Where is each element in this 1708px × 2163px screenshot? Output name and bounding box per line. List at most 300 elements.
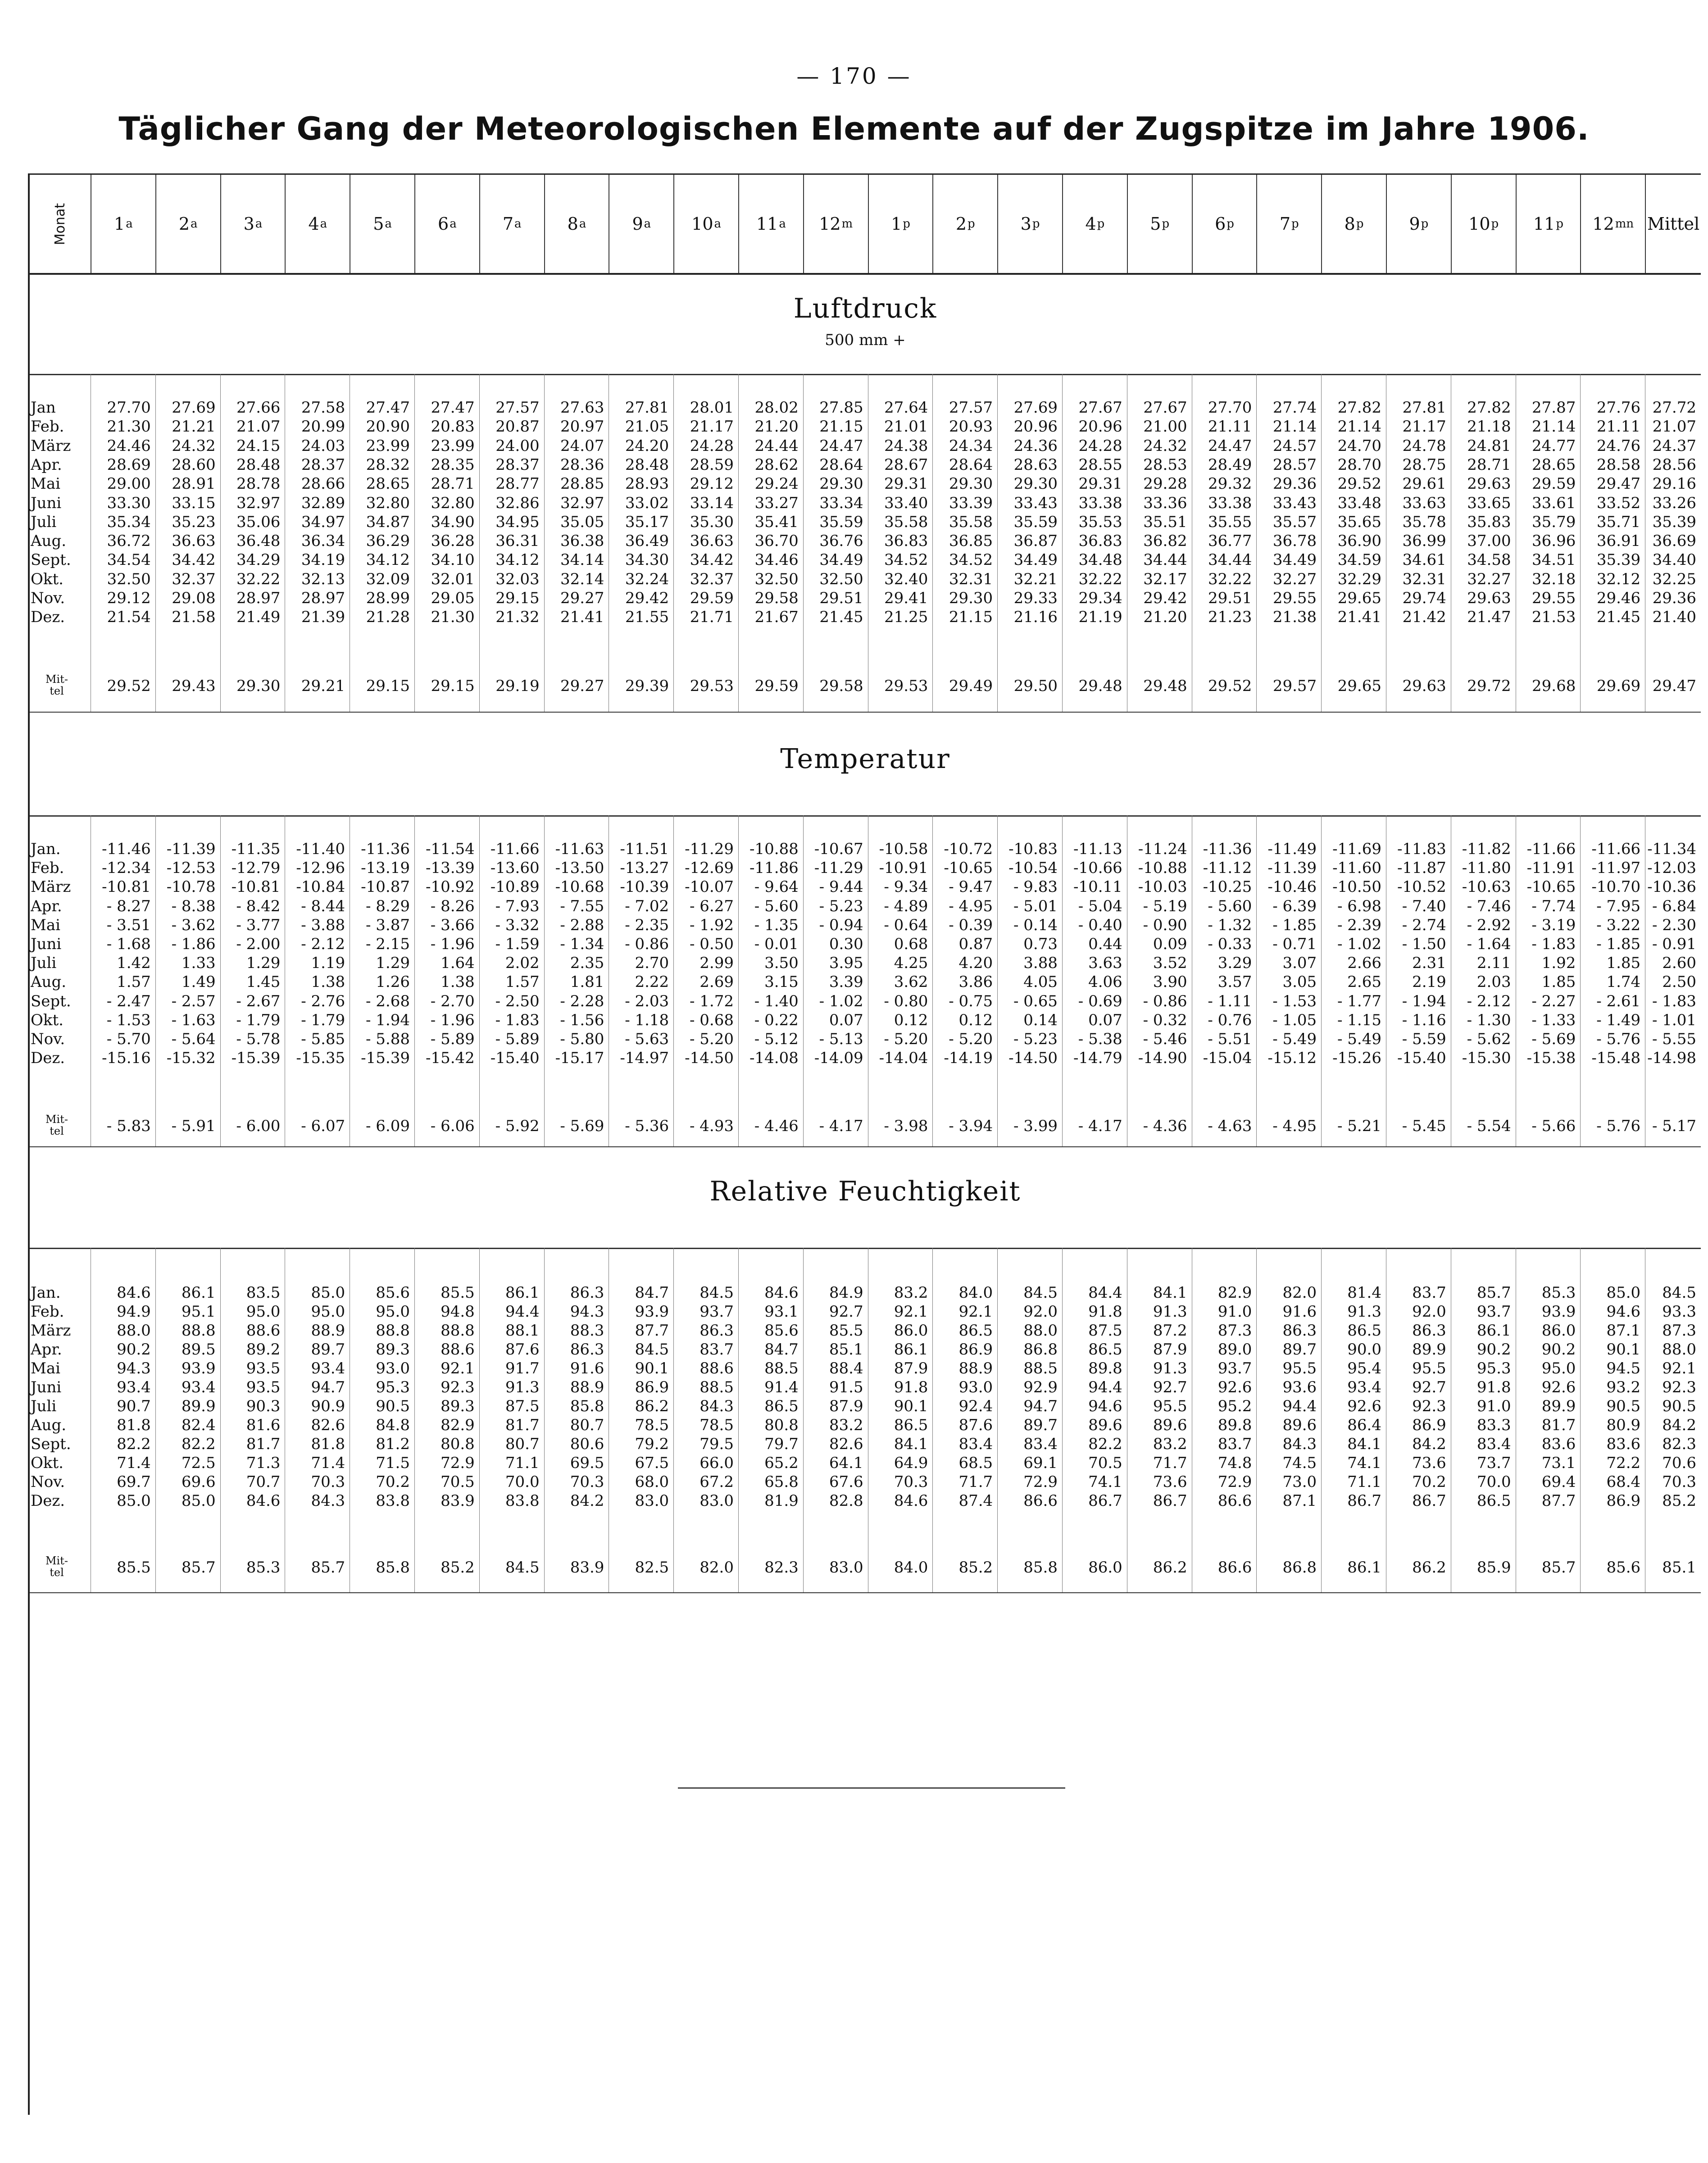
data-cell: -10.81 (231, 878, 281, 896)
data-cell: 83.9 (441, 1492, 475, 1510)
data-cell: 34.51 (1532, 551, 1576, 569)
data-cell: 84.5 (700, 1284, 734, 1302)
month-mean-cell: - 5.55 (1652, 1030, 1696, 1048)
table-row (30, 1492, 1701, 1510)
data-cell: -15.39 (231, 1049, 281, 1068)
data-cell: 1.26 (376, 973, 410, 991)
data-cell: 65.8 (764, 1473, 799, 1491)
data-cell: 95.1 (181, 1303, 216, 1321)
data-cell: - 5.78 (236, 1030, 281, 1048)
data-cell: - 9.44 (819, 878, 863, 896)
data-cell: - 5.64 (171, 1030, 216, 1048)
data-cell: - 5.70 (106, 1030, 151, 1048)
data-cell: 94.7 (311, 1378, 345, 1396)
data-cell: 32.31 (949, 570, 993, 588)
data-cell: 21.58 (172, 608, 216, 627)
data-cell: - 2.28 (560, 992, 604, 1010)
data-cell: 93.5 (246, 1378, 281, 1396)
data-cell: 0.68 (894, 935, 928, 953)
data-cell: 34.19 (301, 551, 345, 569)
header-hour-number: 8 (567, 214, 578, 234)
data-cell: 32.80 (431, 494, 475, 512)
month-mean-cell: -12.03 (1647, 859, 1696, 877)
data-cell: 84.6 (894, 1492, 928, 1510)
data-cell: 95.2 (1217, 1397, 1252, 1415)
data-cell: 73.7 (1476, 1454, 1511, 1472)
data-cell: 29.55 (1272, 589, 1317, 607)
data-cell: 90.2 (117, 1341, 151, 1359)
data-cell: 24.00 (495, 436, 540, 455)
data-cell: 93.7 (1217, 1359, 1252, 1377)
header-hour (1256, 175, 1321, 273)
data-cell: 84.3 (700, 1397, 734, 1415)
data-cell: 33.27 (754, 494, 799, 512)
data-cell: 90.1 (1606, 1341, 1641, 1359)
header-hour (868, 175, 933, 273)
data-cell: 32.37 (690, 570, 734, 588)
data-cell: 24.47 (819, 436, 863, 455)
data-cell: 92.9 (1023, 1378, 1058, 1396)
data-cell: -10.54 (1008, 859, 1058, 877)
month-label: Apr. (31, 455, 62, 474)
data-cell: 68.0 (635, 1473, 669, 1491)
header-hour (932, 175, 997, 273)
data-cell: - 1.15 (1337, 1011, 1381, 1029)
data-cell: 67.6 (829, 1473, 863, 1491)
data-cell: 70.0 (1476, 1473, 1511, 1491)
data-cell: 34.49 (1013, 551, 1058, 569)
data-cell: - 1.56 (560, 1011, 604, 1029)
data-cell: 70.3 (311, 1473, 345, 1491)
data-cell: 82.2 (117, 1435, 151, 1453)
data-cell: 83.5 (246, 1284, 281, 1302)
table-row (30, 494, 1701, 512)
data-cell: -15.40 (490, 1049, 540, 1068)
month-label: Dez. (31, 1492, 65, 1510)
header-hour-number: 2 (955, 214, 967, 234)
data-cell: - 0.65 (1013, 992, 1058, 1010)
hourly-mean-cell: 29.65 (1337, 677, 1381, 695)
data-cell: 32.80 (366, 494, 410, 512)
month-label: Sept. (31, 551, 71, 569)
data-cell: -10.65 (1526, 878, 1576, 896)
data-cell: -14.08 (749, 1049, 799, 1068)
data-cell: 89.3 (441, 1397, 475, 1415)
header-hour-suffix: a (514, 217, 522, 231)
hourly-mean-cell: - 5.54 (1467, 1117, 1511, 1135)
data-cell: -10.67 (814, 840, 863, 858)
data-cell: 88.4 (829, 1359, 863, 1377)
hourly-mean-cell: 85.2 (441, 1559, 475, 1577)
data-cell: -11.46 (101, 840, 151, 858)
hourly-mean-cell: 85.6 (1606, 1559, 1641, 1577)
header-hour-suffix: p (1162, 217, 1170, 231)
month-label: Jan. (31, 1284, 61, 1302)
data-cell: -15.17 (555, 1049, 604, 1068)
month-mean-cell: -10.36 (1647, 878, 1696, 896)
hourly-mean-cell: 29.52 (107, 677, 151, 695)
data-cell: 91.0 (1217, 1303, 1252, 1321)
data-cell: 34.49 (819, 551, 863, 569)
data-cell: 3.86 (958, 973, 993, 991)
header-hour (738, 175, 803, 273)
month-mean-cell: 21.07 (1652, 418, 1696, 436)
data-cell: - 2.50 (495, 992, 540, 1010)
data-cell: 33.30 (107, 494, 151, 512)
data-cell: - 1.18 (625, 1011, 669, 1029)
data-cell: 32.27 (1467, 570, 1511, 588)
month-mean-cell: 92.3 (1662, 1378, 1696, 1396)
month-label: Feb. (31, 859, 64, 877)
data-cell: 4.20 (958, 954, 993, 972)
data-cell: 24.47 (1208, 436, 1252, 455)
data-cell: 32.86 (495, 494, 540, 512)
data-cell: 90.2 (1541, 1341, 1576, 1359)
data-cell: - 8.29 (365, 897, 410, 915)
header-hour-suffix: a (579, 217, 586, 231)
data-cell: 64.9 (894, 1454, 928, 1472)
data-cell: 71.1 (505, 1454, 540, 1472)
data-cell: 79.2 (635, 1435, 669, 1453)
data-cell: 27.69 (172, 399, 216, 417)
data-cell: - 5.88 (365, 1030, 410, 1048)
data-cell: 35.59 (1013, 513, 1058, 531)
data-cell: 0.12 (894, 1011, 928, 1029)
data-cell: -14.79 (1073, 1049, 1122, 1068)
data-cell: - 5.38 (1078, 1030, 1122, 1048)
data-cell: 3.05 (1282, 973, 1317, 991)
data-cell: 87.5 (505, 1397, 540, 1415)
data-cell: 1.81 (570, 973, 604, 991)
data-cell: 32.31 (1402, 570, 1446, 588)
data-cell: 21.67 (754, 608, 799, 627)
data-cell: 94.6 (1088, 1397, 1122, 1415)
data-cell: - 7.46 (1467, 897, 1511, 915)
data-cell: -11.24 (1138, 840, 1187, 858)
data-cell: 24.81 (1467, 436, 1511, 455)
data-cell: 1.45 (246, 973, 281, 991)
header-hour-number: 8 (1344, 214, 1355, 234)
month-mean-cell: 36.69 (1652, 532, 1696, 550)
data-cell: 66.0 (700, 1454, 734, 1472)
month-label: Nov. (31, 1030, 65, 1048)
header-hour-suffix: p (1356, 217, 1364, 231)
data-cell: 20.87 (495, 418, 540, 436)
data-cell: 89.0 (1217, 1341, 1252, 1359)
data-cell: 21.39 (301, 608, 345, 627)
header-hour (1516, 175, 1581, 273)
data-cell: 29.59 (1532, 475, 1576, 493)
data-cell: 27.69 (1013, 399, 1058, 417)
header-hour-number: 6 (1215, 214, 1226, 234)
data-cell: -10.66 (1073, 859, 1122, 877)
data-cell: 86.7 (1088, 1492, 1122, 1510)
data-cell: 29.12 (107, 589, 151, 607)
data-cell: 72.9 (441, 1454, 475, 1472)
data-cell: 92.0 (1023, 1303, 1058, 1321)
data-cell: 36.48 (236, 532, 281, 550)
data-cell: 88.6 (246, 1322, 281, 1340)
data-cell: - 0.76 (1208, 1011, 1252, 1029)
data-cell: 85.1 (829, 1341, 863, 1359)
data-cell: 87.9 (894, 1359, 928, 1377)
data-cell: 92.1 (441, 1359, 475, 1377)
data-cell: 88.0 (1023, 1322, 1058, 1340)
data-cell: 88.3 (570, 1322, 604, 1340)
data-cell: 89.8 (1088, 1359, 1122, 1377)
data-cell: -13.27 (620, 859, 669, 877)
data-cell: - 3.19 (1531, 916, 1576, 934)
data-cell: 28.36 (560, 455, 604, 474)
data-cell: -12.79 (231, 859, 281, 877)
hourly-mean-cell: 86.6 (1217, 1559, 1252, 1577)
data-cell: 24.44 (754, 436, 799, 455)
data-cell: 33.40 (884, 494, 928, 512)
month-mean-cell: 28.56 (1652, 455, 1696, 474)
data-cell: 82.4 (181, 1416, 216, 1434)
header-hour-suffix: a (255, 217, 263, 231)
data-cell: 34.52 (884, 551, 928, 569)
data-cell: 29.30 (949, 589, 993, 607)
data-cell: -10.52 (1397, 878, 1446, 896)
data-cell: 73.6 (1412, 1454, 1446, 1472)
data-cell: 81.8 (117, 1416, 151, 1434)
data-cell: - 9.83 (1013, 878, 1058, 896)
data-cell: 24.57 (1272, 436, 1317, 455)
data-cell: - 5.23 (819, 897, 863, 915)
data-cell: 86.7 (1412, 1492, 1446, 1510)
data-cell: -15.26 (1332, 1049, 1381, 1068)
month-label: Sept. (31, 1435, 71, 1453)
data-cell: 34.44 (1143, 551, 1187, 569)
table-row (30, 1303, 1701, 1321)
hourly-mean-cell: 29.48 (1078, 677, 1122, 695)
data-cell: 32.37 (172, 570, 216, 588)
month-mean-cell: -14.98 (1647, 1049, 1696, 1068)
data-cell: 28.60 (172, 455, 216, 474)
data-cell: 24.76 (1596, 436, 1641, 455)
data-cell: -15.35 (296, 1049, 345, 1068)
data-cell: -10.91 (879, 859, 928, 877)
hourly-mean-cell: - 5.45 (1402, 1117, 1446, 1135)
data-cell: -11.36 (361, 840, 410, 858)
data-cell: 32.27 (1272, 570, 1317, 588)
data-cell: 3.57 (1217, 973, 1252, 991)
data-cell: 27.87 (1532, 399, 1576, 417)
month-mean-cell: 29.36 (1652, 589, 1696, 607)
data-cell: 29.12 (690, 475, 734, 493)
data-cell: 34.59 (1337, 551, 1381, 569)
section-block (30, 374, 1701, 712)
data-cell: 64.1 (829, 1454, 863, 1472)
data-cell: -10.78 (166, 878, 216, 896)
data-cell: -10.07 (685, 878, 734, 896)
month-mean-cell: - 0.91 (1652, 935, 1696, 953)
header-hour-suffix: p (1421, 217, 1429, 231)
month-mean-cell: - 1.01 (1652, 1011, 1696, 1029)
table-row (30, 1322, 1701, 1340)
month-mean-cell: 93.3 (1662, 1303, 1696, 1321)
data-cell: - 1.05 (1272, 1011, 1317, 1029)
data-cell: - 2.76 (301, 992, 345, 1010)
data-cell: - 3.87 (365, 916, 410, 934)
data-cell: 21.15 (949, 608, 993, 627)
data-cell: 80.7 (570, 1416, 604, 1434)
data-cell: 32.50 (819, 570, 863, 588)
data-cell: 33.15 (172, 494, 216, 512)
data-cell: 72.2 (1606, 1454, 1641, 1472)
header-hour-suffix: a (644, 217, 651, 231)
data-cell: 82.2 (1088, 1435, 1122, 1453)
data-cell: 85.0 (1606, 1284, 1641, 1302)
data-cell: 93.7 (1476, 1303, 1511, 1321)
data-cell: 92.6 (1217, 1378, 1252, 1396)
data-cell: -11.63 (555, 840, 604, 858)
hourly-mean-cell: 29.50 (1013, 677, 1058, 695)
data-cell: - 5.04 (1078, 897, 1122, 915)
header-hour-number: 3 (243, 214, 254, 234)
hourly-mean-cell: 29.30 (236, 677, 281, 695)
data-cell: 86.1 (894, 1341, 928, 1359)
data-cell: - 0.75 (949, 992, 993, 1010)
month-mean-cell: -11.34 (1647, 840, 1696, 858)
data-cell: 34.95 (495, 513, 540, 531)
data-cell: 28.66 (301, 475, 345, 493)
month-label: Juni (31, 935, 62, 953)
header-hour-number: 5 (1150, 214, 1161, 234)
table-row (30, 608, 1701, 626)
data-cell: - 1.59 (495, 935, 540, 953)
hourly-mean-cell: 29.59 (754, 677, 799, 695)
data-cell: 67.5 (635, 1454, 669, 1472)
data-cell: 71.1 (1347, 1473, 1381, 1491)
data-cell: 83.7 (700, 1341, 734, 1359)
data-cell: - 5.46 (1143, 1030, 1187, 1048)
data-cell: -15.12 (1267, 1049, 1317, 1068)
data-cell: 34.46 (754, 551, 799, 569)
data-cell: 29.08 (172, 589, 216, 607)
data-cell: 21.14 (1532, 418, 1576, 436)
data-cell: 71.7 (958, 1473, 993, 1491)
header-hour-suffix: a (779, 217, 786, 231)
data-cell: 84.1 (894, 1435, 928, 1453)
data-cell: 86.5 (764, 1397, 799, 1415)
data-cell: 91.8 (1088, 1303, 1122, 1321)
data-cell: 95.4 (1347, 1359, 1381, 1377)
hourly-mean-cell: 29.52 (1208, 677, 1252, 695)
data-cell: 92.1 (958, 1303, 993, 1321)
header-hour-suffix: m (841, 217, 853, 231)
data-cell: -10.25 (1203, 878, 1252, 896)
data-cell: 28.53 (1143, 455, 1187, 474)
data-cell: 36.78 (1272, 532, 1317, 550)
data-cell: 32.22 (1208, 570, 1252, 588)
header-hour-suffix: p (1556, 217, 1563, 231)
data-cell: 86.4 (1347, 1416, 1381, 1434)
data-cell: 29.47 (1596, 475, 1641, 493)
data-cell: 90.1 (894, 1397, 928, 1415)
data-cell: - 5.85 (301, 1030, 345, 1048)
data-cell: - 3.66 (430, 916, 475, 934)
data-cell: 28.75 (1402, 455, 1446, 474)
data-cell: 34.44 (1208, 551, 1252, 569)
data-cell: 34.97 (301, 513, 345, 531)
data-cell: -14.19 (944, 1049, 993, 1068)
data-cell: 21.18 (1467, 418, 1511, 436)
data-cell: - 2.67 (236, 992, 281, 1010)
header-hour (414, 175, 479, 273)
data-cell: -10.87 (361, 878, 410, 896)
data-cell: 70.3 (570, 1473, 604, 1491)
data-cell: 1.57 (117, 973, 151, 991)
data-cell: 33.43 (1013, 494, 1058, 512)
data-cell: -10.63 (1462, 878, 1511, 896)
data-cell: - 5.62 (1467, 1030, 1511, 1048)
data-cell: 2.11 (1476, 954, 1511, 972)
data-cell: 24.03 (301, 436, 345, 455)
data-cell: - 9.34 (884, 878, 928, 896)
hourly-mean-cell: 85.7 (311, 1559, 345, 1577)
data-cell: 74.8 (1217, 1454, 1252, 1472)
data-cell: -11.35 (231, 840, 281, 858)
data-cell: 68.5 (958, 1454, 993, 1472)
data-cell: - 1.49 (1596, 1011, 1641, 1029)
data-cell: 24.07 (560, 436, 604, 455)
data-cell: 86.3 (1412, 1322, 1446, 1340)
data-cell: -11.39 (1267, 859, 1317, 877)
data-cell: 70.2 (376, 1473, 410, 1491)
data-cell: 0.09 (1153, 935, 1187, 953)
data-cell: - 1.94 (1402, 992, 1446, 1010)
data-cell: 82.8 (829, 1492, 863, 1510)
data-cell: 71.5 (376, 1454, 410, 1472)
data-cell: 37.00 (1467, 532, 1511, 550)
data-cell: -11.36 (1203, 840, 1252, 858)
data-cell: 86.3 (570, 1341, 604, 1359)
data-cell: 94.6 (1606, 1303, 1641, 1321)
data-cell: 86.3 (570, 1284, 604, 1302)
header-hour (1062, 175, 1127, 273)
data-cell: 29.30 (1013, 475, 1058, 493)
data-cell: 34.49 (1272, 551, 1317, 569)
data-cell: -10.68 (555, 878, 604, 896)
data-cell: -11.60 (1332, 859, 1381, 877)
month-mean-cell: 33.26 (1652, 494, 1696, 512)
data-cell: 67.2 (700, 1473, 734, 1491)
data-cell: -14.50 (1008, 1049, 1058, 1068)
table-row (30, 935, 1701, 953)
data-cell: 91.5 (829, 1378, 863, 1396)
data-cell: 21.25 (884, 608, 928, 627)
data-cell: 74.5 (1282, 1454, 1317, 1472)
data-cell: 86.5 (1088, 1341, 1122, 1359)
month-label: Juni (31, 494, 62, 512)
data-cell: 34.61 (1402, 551, 1446, 569)
data-cell: - 7.93 (495, 897, 540, 915)
data-cell: 35.17 (625, 513, 669, 531)
data-cell: - 1.02 (819, 992, 863, 1010)
hourly-mean-cell: 29.58 (819, 677, 863, 695)
data-cell: 3.50 (764, 954, 799, 972)
data-cell: 88.6 (441, 1341, 475, 1359)
data-cell: 32.12 (1596, 570, 1641, 588)
month-mean-cell: 27.72 (1652, 399, 1696, 417)
data-cell: 2.02 (505, 954, 540, 972)
hourly-mean-cell: 29.19 (495, 677, 540, 695)
data-cell: 34.48 (1078, 551, 1122, 569)
data-cell: 86.2 (635, 1397, 669, 1415)
data-cell: 87.2 (1153, 1322, 1187, 1340)
